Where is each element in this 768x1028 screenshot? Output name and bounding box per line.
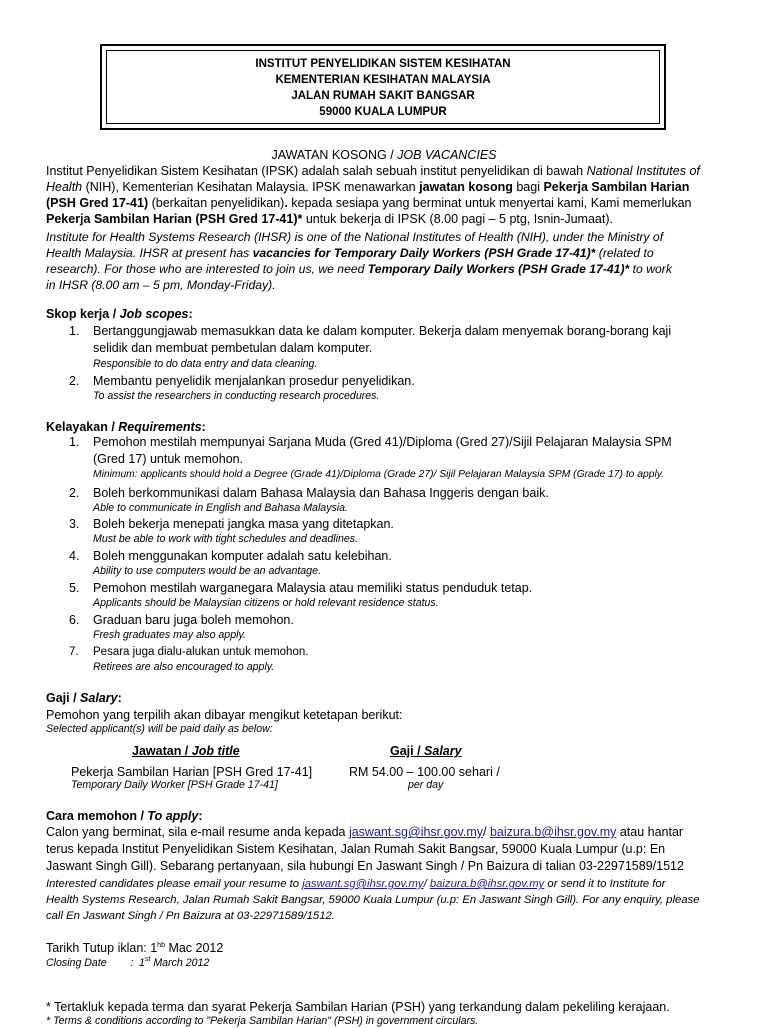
- intro-malay-line-1: [46, 163, 700, 179]
- apply-en-text: Interested candidates please email your resume to: [46, 878, 303, 890]
- closing-english-text: Closing Date : 1: [46, 957, 145, 969]
- intro-en-text: research). For those who are interested to join us, we need: [46, 262, 368, 276]
- title-malay: JAWATAN KOSONG /: [271, 148, 398, 162]
- col-salary-malay: Gaji /: [390, 744, 425, 758]
- req-item-7-malay: Pesara juga dialu-alukan untuk memohon.: [93, 646, 309, 658]
- apply-heading: [46, 808, 203, 824]
- req-item-2-number: 2.: [69, 486, 80, 500]
- requirements-heading-colon: :: [201, 420, 206, 434]
- req-item-5-english: Applicants should be Malaysian citizens or hold relevant residence status.: [93, 597, 439, 609]
- footnote-malay: * Tertakluk kepada terma dan syarat Pekerja Sambilan Harian (PSH) yang terkandung dalam pekeliling kerajaan.: [46, 1000, 670, 1014]
- req-item-1-malay-2: (Gred 17) untuk memohon.: [93, 452, 244, 466]
- header-line-4: 59000 KUALA LUMPUR: [319, 106, 447, 118]
- email-link-baizura[interactable]: baizura.b@ihsr.gov.my: [489, 825, 617, 839]
- intro-en-text: to work: [629, 262, 672, 276]
- req-item-1-malay-1: Pemohon mestilah mempunyai Sarjana Muda (Gred 41)/Diploma (Gred 27)/Sijil Pelajaran Malaysia SPM: [93, 435, 672, 449]
- closing-english-text: March 2012: [150, 957, 210, 969]
- req-item-4-number: 4.: [69, 549, 80, 563]
- intro-text: (NIH), Kementerian Kesihatan Malaysia. IPSK menawarkan: [82, 180, 420, 194]
- intro-health-italic: Health: [46, 180, 83, 194]
- intro-nih-italic: National Institutes of: [586, 164, 700, 178]
- req-item-2-english: Able to communicate in English and Bahasa Malaysia.: [93, 502, 348, 514]
- intro-english-line-4: in IHSR (8.00 am – 5 pm, Monday-Friday).: [46, 278, 276, 292]
- email-link-baizura-en[interactable]: baizura.b@ihsr.gov.my: [429, 878, 545, 890]
- scope-item-2-malay: Membantu penyelidik menjalankan prosedur penyelidikan.: [93, 374, 415, 388]
- req-item-6-number: 6.: [69, 613, 80, 627]
- intro-vacancy-bold: jawatan kosong: [419, 180, 513, 194]
- intro-malay-line-4: [46, 211, 613, 227]
- intro-english-line-2: [46, 245, 654, 261]
- salary-heading-colon: :: [117, 691, 122, 705]
- apply-heading-colon: :: [198, 809, 203, 823]
- req-item-1-number: 1.: [69, 435, 80, 449]
- intro-psh-grade-bold: Pekerja Sambilan Harian (PSH Gred 17-41)*: [46, 212, 303, 226]
- header-line-1: INSTITUT PENYELIDIKAN SISTEM KESIHATAN: [255, 58, 511, 70]
- salary-pay-english: per day: [408, 779, 444, 791]
- apply-heading-english: To apply: [147, 809, 199, 823]
- intro-malay-line-2: [46, 179, 689, 195]
- email-link-jaswant-en[interactable]: jaswant.sg@ihsr.gov.my: [302, 878, 424, 890]
- closing-malay-text: Tarikh Tutup iklan: 1: [46, 941, 158, 955]
- requirements-heading-english: Requirements: [118, 420, 202, 434]
- req-item-7-english: Retirees are also encouraged to apply.: [93, 661, 275, 673]
- req-item-4-english: Ability to use computers would be an advantage.: [93, 565, 321, 577]
- req-item-3-malay: Boleh bekerja menepati jangka masa yang ditetapkan.: [93, 517, 394, 531]
- intro-en-workers-bold: Temporary Daily Workers (PSH Grade 17-41)*: [367, 262, 630, 276]
- apply-malay-line-2: terus kepada Institut Penyelidikan Sistem Kesihatan, Jalan Rumah Sakit Bangsar, 59000 Kuala Lumpur (u.p: En: [46, 842, 666, 856]
- scope-item-2-english: To assist the researchers in conducting research procedures.: [93, 390, 380, 402]
- req-item-3-number: 3.: [69, 517, 80, 531]
- requirements-heading: [46, 419, 206, 435]
- intro-en-text: Health Malaysia. IHSR at present has: [46, 246, 253, 260]
- scope-item-1-english: Responsible to do data entry and data cleaning.: [93, 358, 318, 370]
- req-item-5-number: 5.: [69, 581, 80, 595]
- scope-item-1-malay-2: selidik dan membuat pembetulan dalam komputer.: [93, 341, 373, 355]
- col-job-malay: Jawatan /: [132, 744, 192, 758]
- header-line-2: KEMENTERIAN KESIHATAN MALAYSIA: [275, 74, 491, 86]
- intro-text: (berkaitan penyelidikan): [148, 196, 285, 210]
- closing-date-malay: [46, 940, 223, 956]
- intro-en-vacancy-bold: vacancies for Temporary Daily Workers (PSH Grade 17-41)*: [252, 246, 596, 260]
- salary-line-english: Selected applicant(s) will be paid daily as below:: [46, 723, 273, 735]
- intro-text: Institut Penyelidikan Sistem Kesihatan (IPSK) adalah salah sebuah institut penyelidikan di bawah: [46, 164, 587, 178]
- req-item-6-malay: Graduan baru juga boleh memohon.: [93, 613, 294, 627]
- req-item-2-malay: Boleh berkommunikasi dalam Bahasa Malaysia dan Bahasa Inggeris dengan baik.: [93, 486, 549, 500]
- intro-text: bagi: [512, 180, 544, 194]
- salary-col-salary: [390, 743, 462, 759]
- title-english: JOB VACANCIES: [397, 148, 497, 162]
- email-link-jaswant[interactable]: jaswant.sg@ihsr.gov.my: [348, 825, 483, 839]
- salary-col-job-title: [132, 743, 240, 759]
- closing-english-sup: st: [144, 956, 151, 963]
- scope-item-2-number: 2.: [69, 374, 80, 388]
- intro-text: kepada sesiapa yang berminat untuk menyertai kami, Kami memerlukan: [291, 196, 692, 210]
- scope-heading-english: Job scopes: [119, 307, 189, 321]
- apply-slash: /: [483, 825, 490, 839]
- header-inner-border: [106, 50, 660, 124]
- apply-en-slash: /: [423, 878, 430, 890]
- intro-english-line-1: Institute for Health Systems Research (IHSR) is one of the National Institutes of Health (NIH), under the Ministry of: [46, 230, 664, 244]
- salary-heading: [46, 690, 122, 706]
- req-item-7-number: 7.: [69, 646, 79, 658]
- intro-en-text: (related to: [595, 246, 654, 260]
- salary-heading-english: Salary: [80, 691, 118, 705]
- apply-malay-line-1: [46, 824, 683, 840]
- salary-heading-malay: Gaji /: [46, 691, 81, 705]
- scope-item-1-number: 1.: [69, 324, 80, 338]
- apply-en-text: or send it to Institute for: [544, 878, 666, 890]
- req-item-5-malay: Pemohon mestilah warganegara Malaysia atau memiliki status penduduk tetap.: [93, 581, 533, 595]
- req-item-6-english: Fresh graduates may also apply.: [93, 629, 246, 641]
- req-item-4-malay: Boleh menggunakan komputer adalah satu kelebihan.: [93, 549, 392, 563]
- req-item-3-english: Must be able to work with tight schedules and deadlines.: [93, 533, 358, 545]
- salary-pay-malay: RM 54.00 – 100.00 sehari /: [349, 765, 500, 779]
- col-salary-english: Salary: [424, 744, 462, 758]
- apply-heading-malay: Cara memohon /: [46, 809, 148, 823]
- col-job-english: Job title: [191, 744, 240, 758]
- apply-text: atau hantar: [616, 825, 684, 839]
- intro-text: untuk bekerja di IPSK (8.00 pagi – 5 ptg, Isnin-Jumaat).: [302, 212, 613, 226]
- intro-period: .: [284, 196, 292, 210]
- apply-malay-line-3: Jaswant Singh Gill). Sebarang pertanyaan, sila hubungi En Jaswant Singh / Pn Baizura di talian 03-22971589/1512: [46, 859, 684, 873]
- salary-line-malay: Pemohon yang terpilih akan dibayar mengikut ketetapan berikut:: [46, 708, 403, 722]
- salary-job-english: Temporary Daily Worker [PSH Grade 17-41]: [71, 779, 278, 791]
- req-item-1-english: Minimum: applicants should hold a Degree (Grade 41)/Diploma (Grade 27)/ Sijil Pelajaran Malaysia SPM (Grade 17) to apply.: [93, 469, 664, 480]
- header-line-3: JALAN RUMAH SAKIT BANGSAR: [291, 90, 475, 102]
- apply-text: Calon yang berminat, sila e-mail resume anda kepada: [46, 825, 349, 839]
- header-box: [100, 44, 666, 130]
- apply-english-line-2: Health Systems Research, Jalan Rumah Sakit Bangsar, 59000 Kuala Lumpur (u.p: En Jaswant Singh Gill). For any enquiry, please: [46, 894, 700, 906]
- scope-heading: [46, 306, 193, 322]
- intro-malay-line-3: [46, 195, 691, 211]
- scope-heading-colon: :: [188, 307, 193, 321]
- closing-malay-sup: hb: [157, 942, 165, 949]
- footnote-english: * Terms & conditions according to "Pekerja Sambilan Harian" (PSH) in government circulars.: [46, 1015, 479, 1027]
- closing-malay-text: Mac 2012: [164, 941, 224, 955]
- intro-english-line-3: [46, 261, 672, 277]
- apply-english-line-1: [46, 876, 665, 892]
- requirements-heading-malay: Kelayakan /: [46, 420, 119, 434]
- salary-job-malay: Pekerja Sambilan Harian [PSH Gred 17-41]: [71, 765, 313, 779]
- scope-item-1-malay-1: Bertanggungjawab memasukkan data ke dalam komputer. Bekerja dalam menyemak borang-borang kaji: [93, 324, 672, 338]
- page-title: [0, 147, 768, 163]
- closing-date-english: [46, 956, 209, 970]
- intro-psh-bold: Pekerja Sambilan Harian: [543, 180, 690, 194]
- scope-heading-malay: Skop kerja /: [46, 307, 120, 321]
- intro-grade-bold: (PSH Gred 17-41): [46, 196, 149, 210]
- apply-english-line-3: call En Jaswant Singh / Pn Baizura at 03-22971589/1512.: [46, 910, 335, 922]
